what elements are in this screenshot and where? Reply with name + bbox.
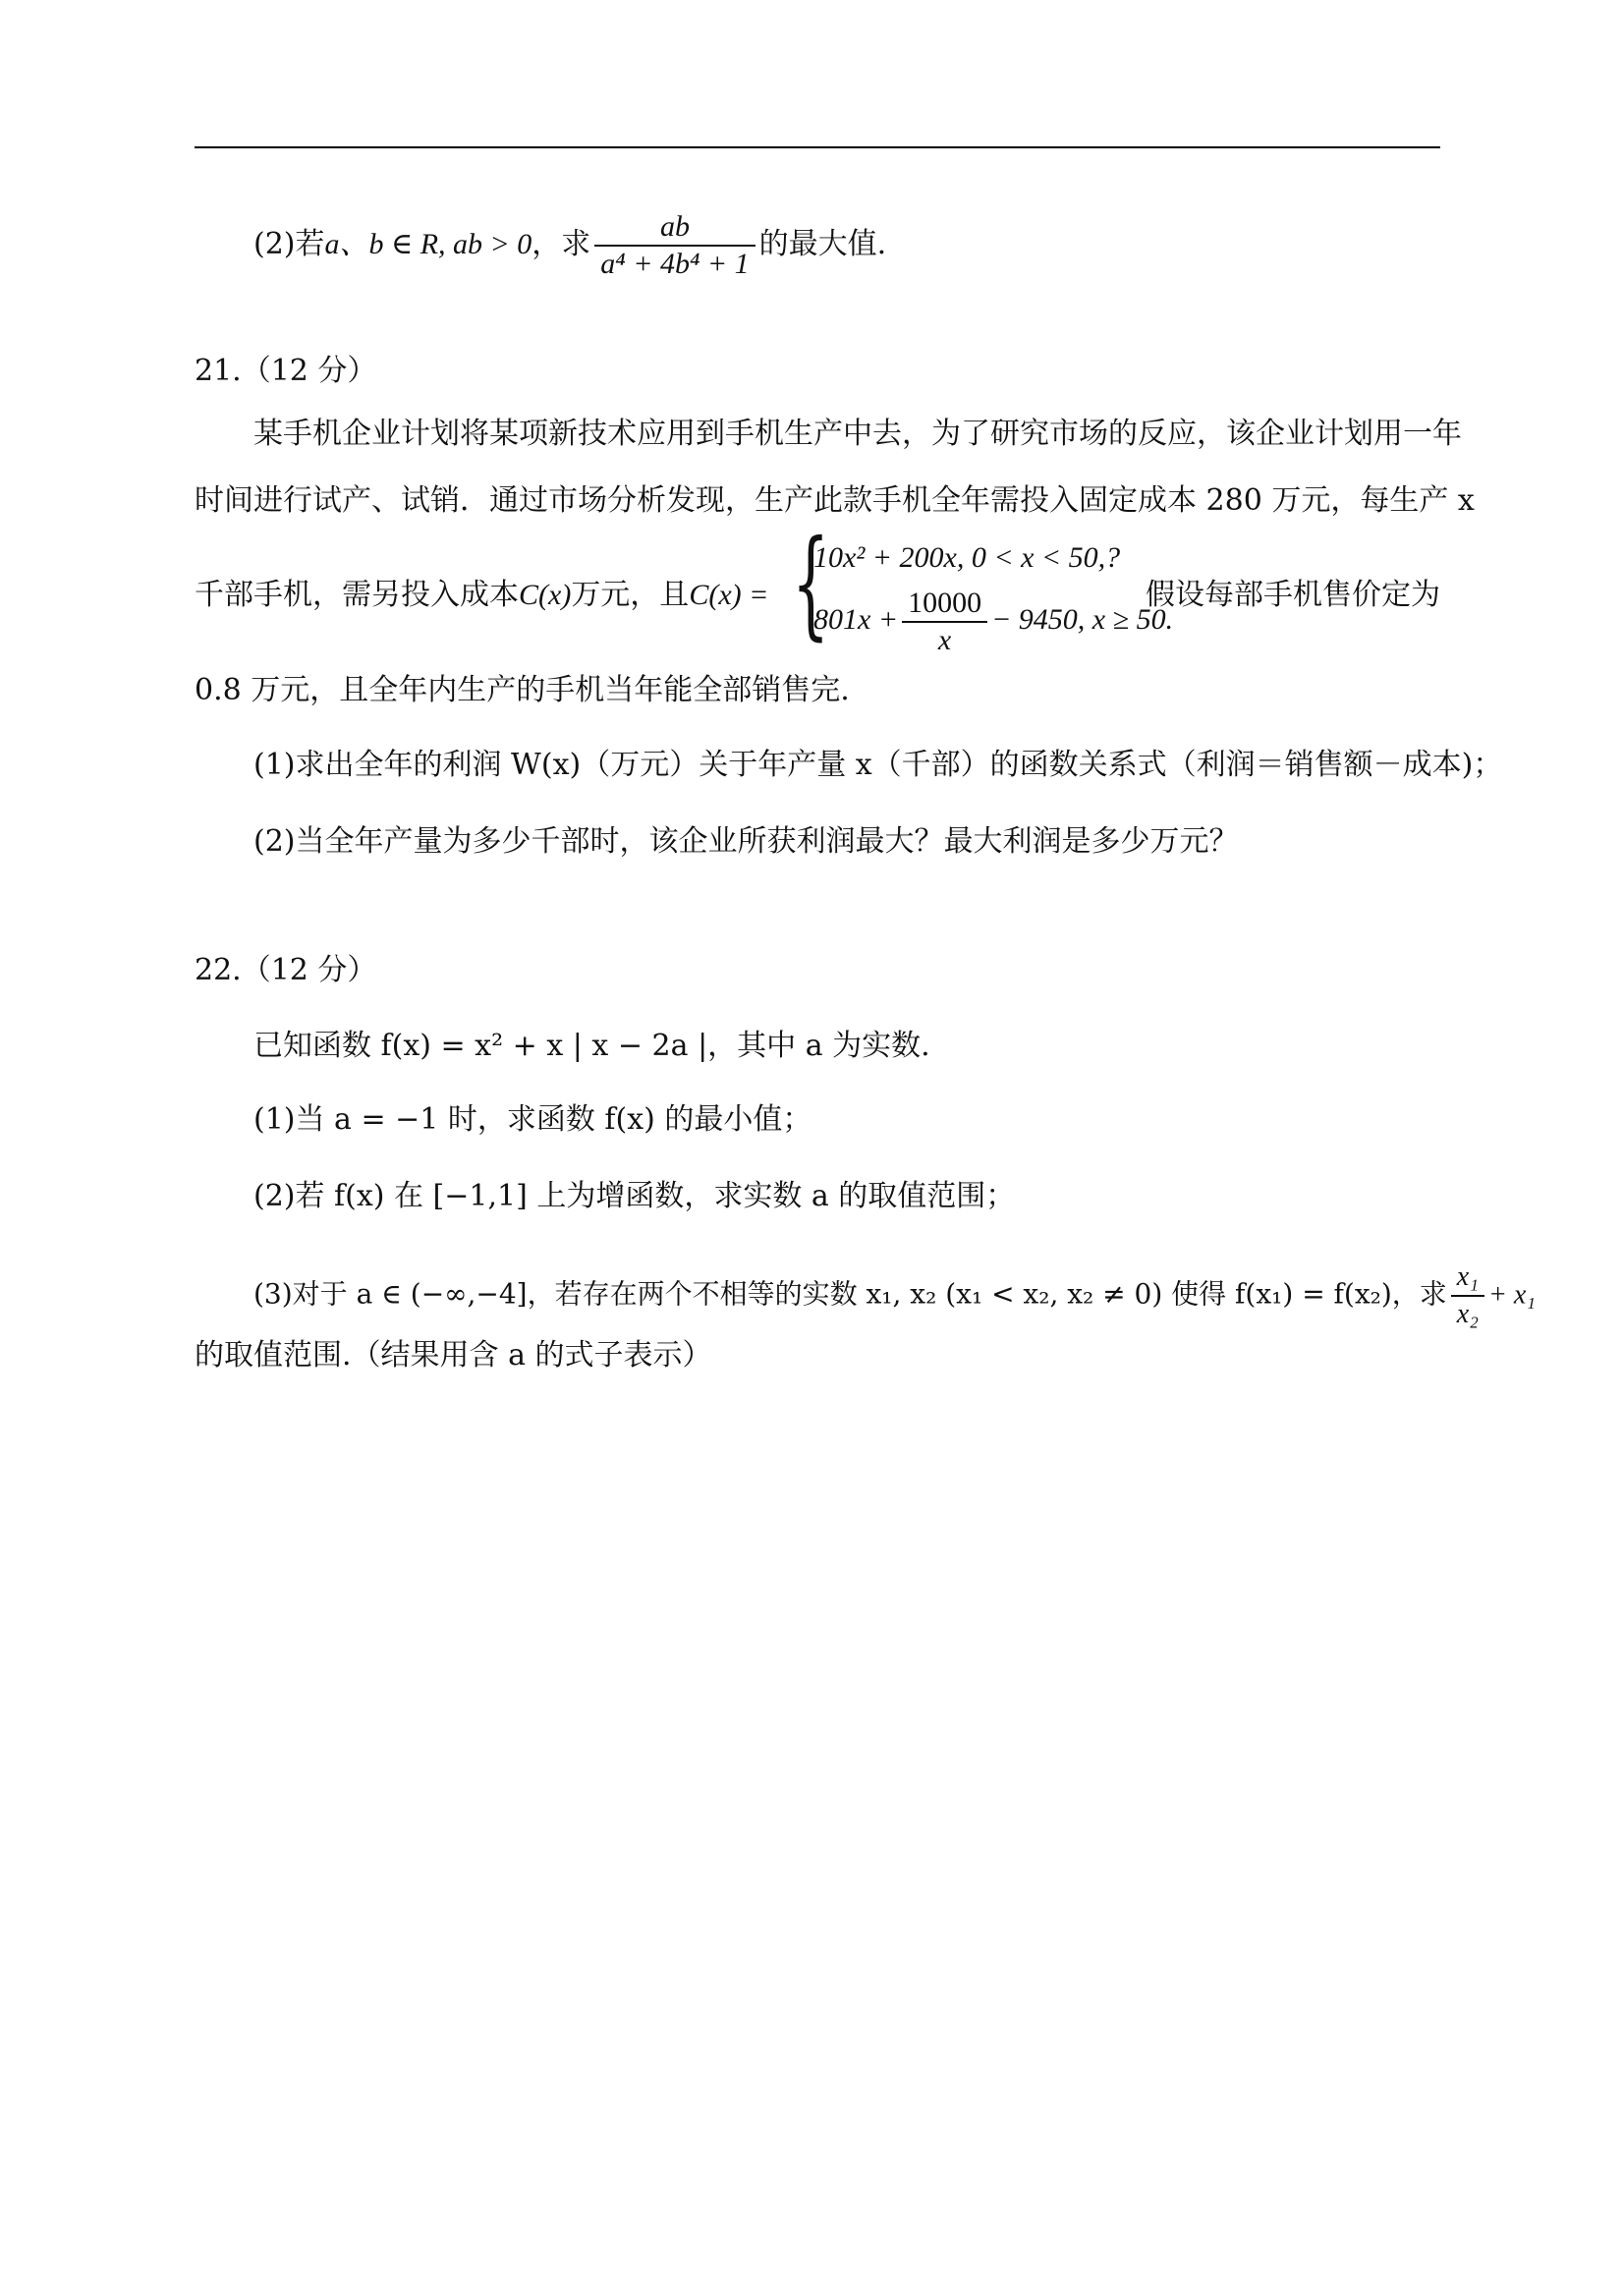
- q22-intro: 已知函数 f(x) = x² + x | x − 2a |，其中 a 为实数.: [253, 1029, 930, 1063]
- fraction-denominator: a⁴ + 4b⁴ + 1: [594, 245, 755, 282]
- fraction-denominator: x₂: [1451, 1295, 1484, 1332]
- header-rule: [195, 146, 1440, 148]
- q22-sub1: (1)当 a = −1 时，求函数 f(x) 的最小值；: [253, 1102, 812, 1137]
- piecewise-case-2: [813, 586, 1173, 658]
- piece2-fraction: [902, 586, 987, 658]
- q21-sub2: (2)当全年产量为多少千部时，该企业所获利润最大？最大利润是多少万元？: [253, 824, 1239, 859]
- q21-paragraph-line3-left: [195, 576, 768, 615]
- q22-sub3-text: (3)对于 a ∈ (−∞,−4]，若存在两个不相等的实数 x₁, x₂ (x₁ < x₂, x₂ ≠ 0) 使得 f(x₁) = f(x₂)，求: [253, 1277, 1447, 1311]
- q21-paragraph-line4: 0.8 万元，且全年内生产的手机当年能全部销售完.: [195, 673, 850, 707]
- q21-header: 21.（12 分）: [195, 354, 377, 388]
- piecewise-case-1: 10x² + 200x, 0 < x < 50,?: [813, 541, 1121, 574]
- q21-paragraph-line1: 某手机企业计划将某项新技术应用到手机生产中去，为了研究市场的反应，该企业计划用一年: [253, 417, 1462, 451]
- q20-part2: [253, 209, 886, 282]
- q22-sub3: [253, 1260, 1536, 1332]
- q21-cost-symbol: C(x): [519, 579, 572, 611]
- q22-sub3-fraction: [1451, 1260, 1484, 1332]
- q21-paragraph-line3-right: 假设每部手机售价定为: [1146, 578, 1440, 612]
- q21-cost-function: C(x) =: [689, 579, 769, 611]
- q22-sub3-line2: 的取值范围.（结果用含 a 的式子表示）: [195, 1338, 712, 1372]
- fraction-numerator: x₁: [1456, 1261, 1479, 1292]
- q20-part2-fraction: [594, 209, 755, 282]
- piecewise-brace: {: [792, 516, 830, 652]
- q20-part2-mid: ，求: [532, 227, 591, 261]
- q21-cost-mid: 万元，且: [571, 578, 690, 612]
- q20-part2-prefix: (2)若: [253, 227, 325, 261]
- piece2-left: 801x +: [813, 602, 899, 636]
- q22-sub2: (2)若 f(x) 在 [−1,1] 上为增函数，求实数 a 的取值范围；: [253, 1179, 1016, 1213]
- q22-header: 22.（12 分）: [195, 953, 377, 987]
- q21-paragraph-line2: 时间进行试产、试销．通过市场分析发现，生产此款手机全年需投入固定成本 280 万元，每生产 x: [195, 483, 1475, 518]
- q20-part2-suffix: 的最大值.: [758, 227, 887, 261]
- q20-part2-condition: a、b ∈ R, ab > 0: [324, 228, 532, 260]
- fraction-denominator: x: [902, 621, 987, 658]
- q21-sub1: (1)求出全年的利润 W(x)（万元）关于年产量 x（千部）的函数关系式（利润＝销售额－成本)；: [253, 748, 1503, 782]
- piece2-right: − 9450, x ≥ 50.: [991, 602, 1174, 636]
- fraction-numerator: ab: [659, 210, 690, 243]
- q22-sub3-tail: + x₁: [1487, 1279, 1537, 1311]
- fraction-numerator: 10000: [908, 587, 982, 619]
- q21-cost-text: 千部手机，需另投入成本: [195, 578, 519, 612]
